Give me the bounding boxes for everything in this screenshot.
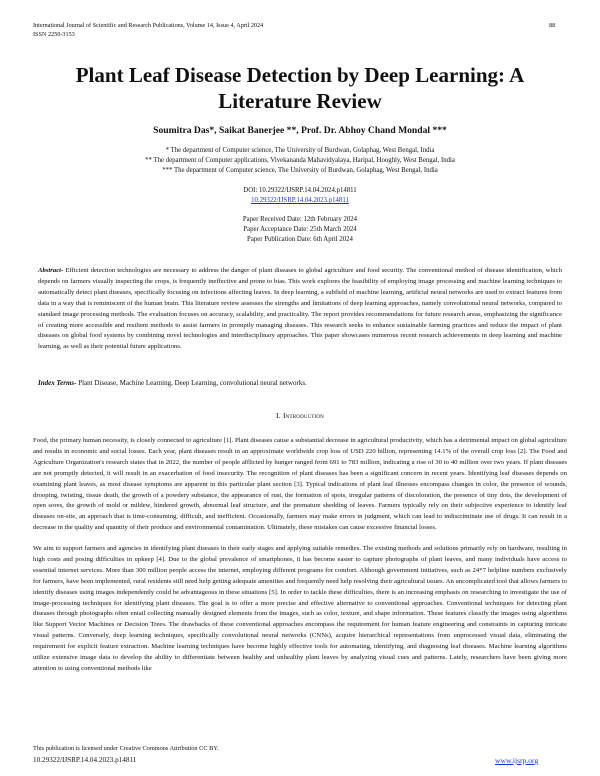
abstract-text: Efficient detection technologies are necessary to address the danger of plant diseases to global agriculture and food security. The conventional method of disease identification, which depends on farmers visually inspecting the crops, is frequently ineffective and prone to bias. This work explores the feasibility of employing image processing and machine learning techniques to automatically detect plant diseases, specifically focusing on infections affecting leaves. In deep learning, a subfield of machine learning, artificial neural networks are used to extract features from data in a way that is reminiscent of the human brain. This literature review assesses the strengths and limitations of deep learning approaches, namely convolutional neural networks, compared to standard image processing methods. The evaluation focuses on accuracy, scalability, and practicality. The report provides recommendations for future research areas, emphasizing the significance of creating more accessible and resilient methods to assist farmers in promptly managing diseases. This research seeks to enhance sustainable farming practices and reduce the impact of plant diseases on global food systems by combining novel technologies and interdisciplinary approaches. This paper showcases numerous recent research achievements in deep learning and machine learning, as well as their potential future applications. <box>38 267 562 351</box>
received-date: Paper Received Date: 12th February 2024 <box>242 216 358 223</box>
publication-date: Paper Publication Date: 6th April 2024 <box>247 236 353 243</box>
doi-link[interactable]: 10.29322/IJSRP.14.04.2023.p14811 <box>251 197 349 204</box>
running-header <box>33 22 263 39</box>
affiliation-3: *** The department of Computer science, The University of Burdwan, Golaphag, West Bengal, India <box>162 167 438 174</box>
affiliation-2: ** The department of Computer applications, Vivekananda Mahavidyalaya, Haripal, Hooghly, West Bengal, India <box>145 157 455 164</box>
paper-title: Plant Leaf Disease Detection by Deep Learning: A Literature Review <box>75 63 525 113</box>
acceptance-date: Paper Acceptance Date: 25th March 2024 <box>243 226 357 233</box>
issn: ISSN 2250-3153 <box>33 30 75 38</box>
intro-paragraph-2: We aim to support farmers and agencies in identifying plant diseases in their early stages and applying suitable remedies. The existing methods and solutions primarily rely on hardware, resulting in high costs and posing difficulties in upkeep [4]. Due to the global prevalence of smartphones, it has become easier to capture photographs of plant leaves, and many individuals have access to essential internet services. More than 300 million people access the internet, employing different programs for comfort. Although government initiatives, such as 24*7 helpline numbers exclusively for farmers, have been implemented, rural residents still need help getting adequate amenities and frequently need help resolving their agricultural issues. An uncomplicated tool that allows farmers to identify diseases using images independently could be advantageous in these situations [5]. In order to tackle these difficulties, there is an increasing emphasis on researching to investigate the use of image-processing techniques for identifying plant diseases. The goal is to offer a more precise and effective alternative to conventional approaches. Conventional techniques for detecting plant diseases through photographs often entail collecting manually designed elements from the images, such as color, texture, and shape information. These features classify the images using algorithms like Support Vector Machines or Decision Trees. The drawbacks of these conventional approaches encompass the requirement for human feature engineering and constraints in capturing intricate visual patterns. Conversely, deep learning techniques, specifically convolutional neural networks (CNNs), acquire hierarchical representations from unprocessed visual data, eliminating the requirement for explicit feature extraction. Machine learning techniques have become highly effective tools for automating, identifying, and diagnosing leaf diseases. Machine learning algorithms utilize extensive image data to develop the ability to differentiate between healthy and unhealthy plant leaves by analyzing visual cues and patterns. Lately, researchers have been giving more attention to using conventional methods like <box>33 545 567 672</box>
page-number: 88 <box>549 22 556 29</box>
journal-name: International Journal of Scientific and Research Publications, Volume 14, Issue 4, April 2024 <box>33 22 264 29</box>
section-heading-introduction: I. Introduction <box>276 411 324 420</box>
doi-text: DOI: 10.29322/IJSRP.14.04.2024.p14811 <box>243 187 357 194</box>
intro-paragraph-1: Food, the primary human necessity, is closely connected to agriculture [1]. Plant diseases cause a substantial decrease in agricultural productivity, which has a detrimental impact on global agriculture and results in economic and social losses. Each year, plant diseases result in an approximate worldwide crop loss of USD 220 billion, representing 14.1% of the overall crop loss [2]. The Food and Agriculture Organization's research states that in 2022, the number of people afflicted by hunger ranged from 691 to 783 million, indicating a rise of 30 to 40 million over two years. If plant diseases are not promptly detected, it will result in an exacerbation of food insecurity. The recognition of plant diseases has been a significant concern in recent years. Identifying leaf diseases depends on examining plant leaves, as most disease symptoms are apparent in this particular plant section [3]. Typical indications of plant leaf illnesses encompass changes in color, the presence of wounds, drooping, twisting, tissue death, the growth of a powdery substance, the appearance of rust, the formation of spots, irregular patterns of discoloration, the presence of tiny dots, the development of open sores, the growth of mold or mildew, hindered growth, abnormal leaf structure, and the premature shedding of leaves. Farmers typically rely on their subjective experience to identify leaf diseases on-site, an approach that is time-consuming, difficult, and inefficient. Occasionally, farmers may make errors in judgment, which can lead to indiscriminate use of drugs. It can result in a decrease in the quality and quantity of their produce and environmental contamination. Ultimately, these mistakes can cause excessive financial losses. <box>33 437 567 532</box>
index-terms <box>38 378 562 388</box>
author-list: Soumitra Das*, Saikat Banerjee **, Prof. Dr. Abhoy Chand Mondal *** <box>153 125 447 136</box>
abstract <box>38 266 562 353</box>
footer-doi: 10.29322/IJSRP.14.04.2023.p14811 <box>33 756 137 764</box>
affiliation-1: * The department of Computer science, The University of Burdwan, Golaphag, West Bengal, India <box>165 147 435 154</box>
journal-website-link[interactable]: www.ijsrp.org <box>495 756 539 765</box>
doi-block <box>40 186 560 206</box>
index-terms-label: Index Terms- <box>38 379 77 387</box>
license-note: This publication is licensed under Creative Commons Attribution CC BY. <box>33 745 219 752</box>
affiliations <box>40 146 560 176</box>
paper-dates <box>40 215 560 245</box>
index-terms-text: Plant Disease, Machine Learning, Deep Learning, convolutional neural networks. <box>76 379 307 387</box>
abstract-label: Abstract- <box>38 267 64 274</box>
